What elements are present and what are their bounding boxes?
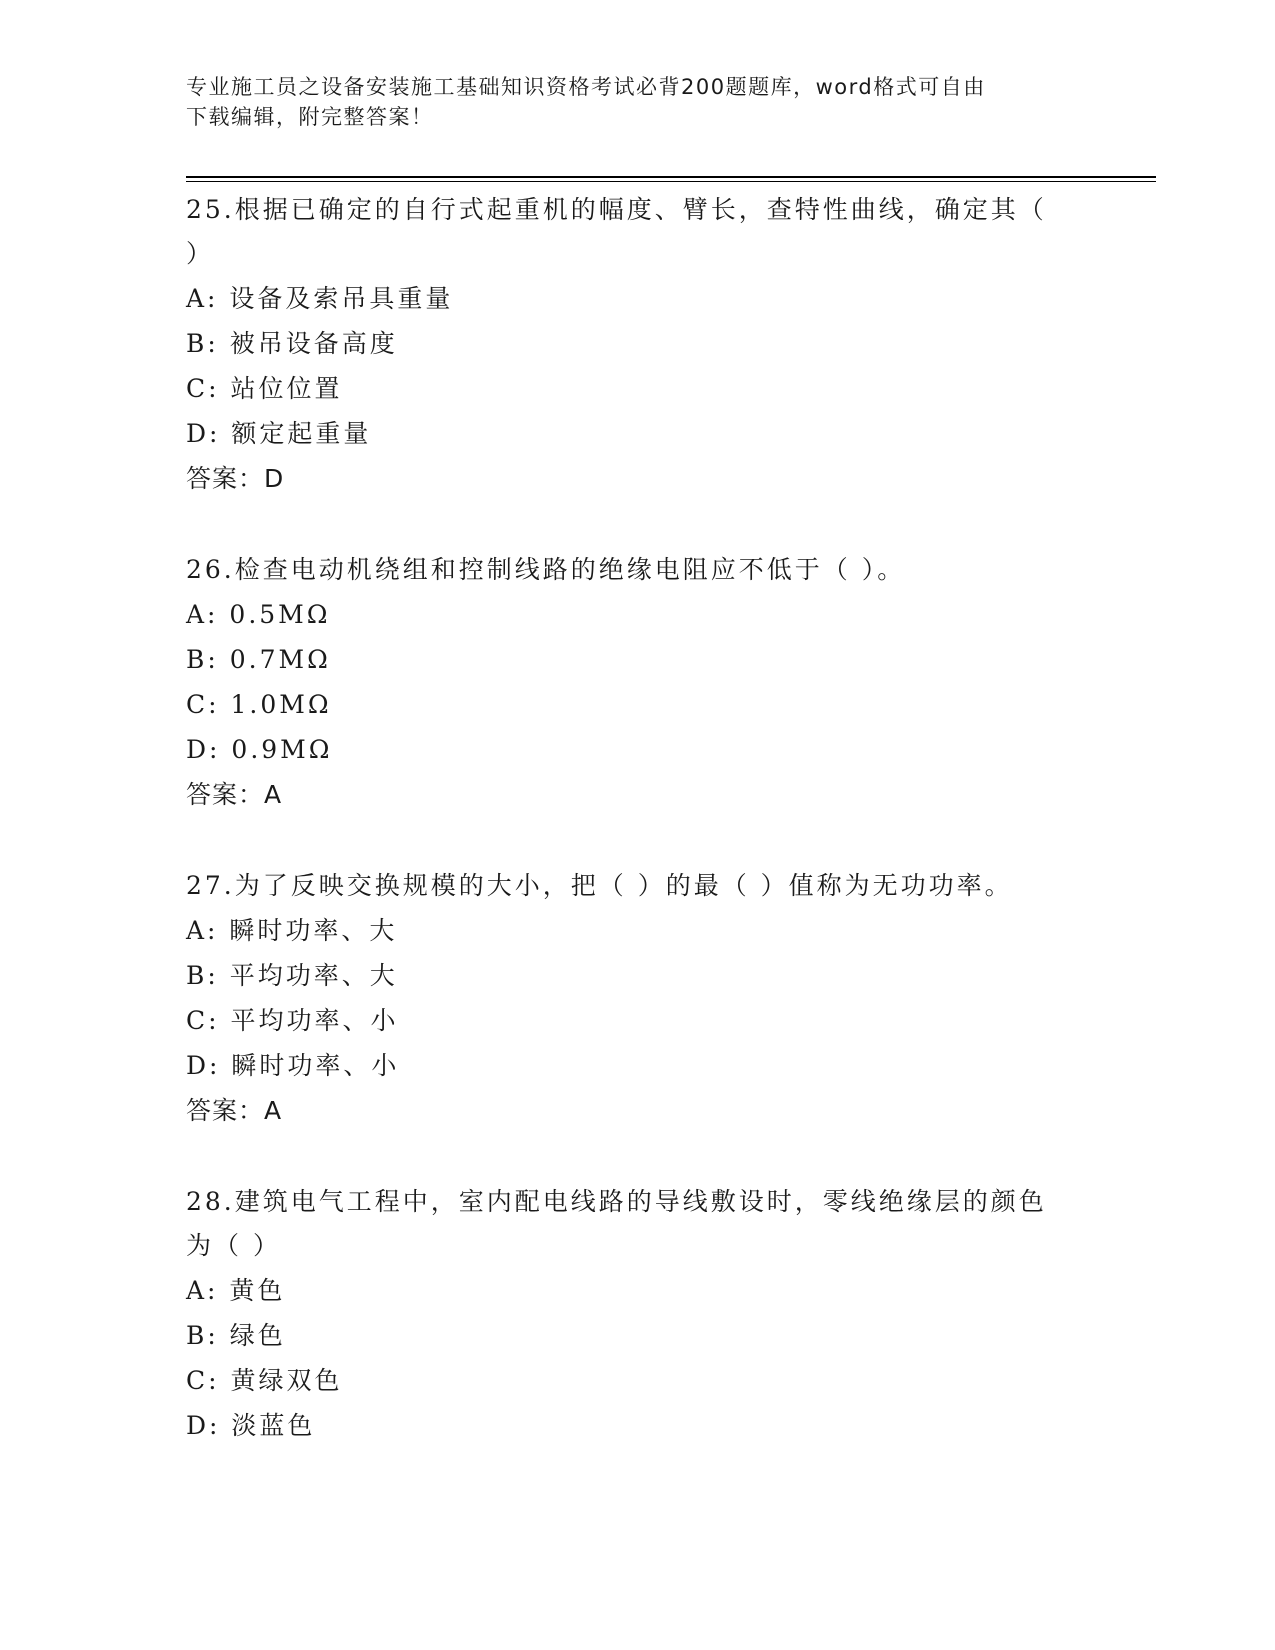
option-b: B: 平均功率、大: [186, 961, 398, 990]
spacer: [186, 501, 1086, 548]
question-25: [186, 188, 1086, 501]
header-divider-thick: [186, 176, 1156, 178]
option-a: A: 设备及索吊具重量: [186, 284, 454, 313]
option-c: C: 站位位置: [186, 374, 343, 403]
option-d: D: 0.9MΩ: [186, 735, 333, 764]
option-b: B: 绿色: [186, 1321, 286, 1350]
header-line-1: 专业施工员之设备安装施工基础知识资格考试必背200题题库，word格式可自由: [186, 75, 986, 99]
question-stem: 27.为了反映交换规模的大小，把（ ）的最（ ）值称为无功功率。: [186, 871, 1013, 900]
option-b: B: 0.7MΩ: [186, 645, 331, 674]
option-a: A: 瞬时功率、大: [186, 916, 398, 945]
option-d: D: 额定起重量: [186, 419, 372, 448]
question-26: [186, 548, 1086, 817]
question-list: [186, 188, 1086, 1448]
question-stem: 28.建筑电气工程中，室内配电线路的导线敷设时，零线绝缘层的颜色: [186, 1187, 1047, 1216]
document-header: [186, 72, 1086, 132]
answer: 答案：A: [186, 1096, 283, 1125]
option-d: D: 淡蓝色: [186, 1411, 316, 1440]
question-28: [186, 1180, 1086, 1448]
option-c: C: 平均功率、小: [186, 1006, 399, 1035]
answer: 答案：A: [186, 780, 283, 809]
question-stem-continued: 为（ ）: [186, 1231, 281, 1260]
header-line-2: 下载编辑，附完整答案！: [186, 105, 434, 129]
option-c: C: 黄绿双色: [186, 1366, 343, 1395]
option-c: C: 1.0MΩ: [186, 690, 332, 719]
question-27: [186, 864, 1086, 1133]
question-stem-continued: ）: [186, 239, 215, 268]
question-stem: 26.检查电动机绕组和控制线路的绝缘电阻应不低于（ ）。: [186, 555, 906, 584]
question-stem: 25.根据已确定的自行式起重机的幅度、臂长，查特性曲线，确定其（: [186, 195, 1047, 224]
spacer: [186, 817, 1086, 864]
option-a: A: 黄色: [186, 1276, 286, 1305]
option-d: D: 瞬时功率、小: [186, 1051, 400, 1080]
answer: 答案：D: [186, 464, 285, 493]
header-divider-thin: [186, 181, 1156, 182]
option-a: A: 0.5MΩ: [186, 600, 331, 629]
option-b: B: 被吊设备高度: [186, 329, 398, 358]
spacer: [186, 1133, 1086, 1180]
